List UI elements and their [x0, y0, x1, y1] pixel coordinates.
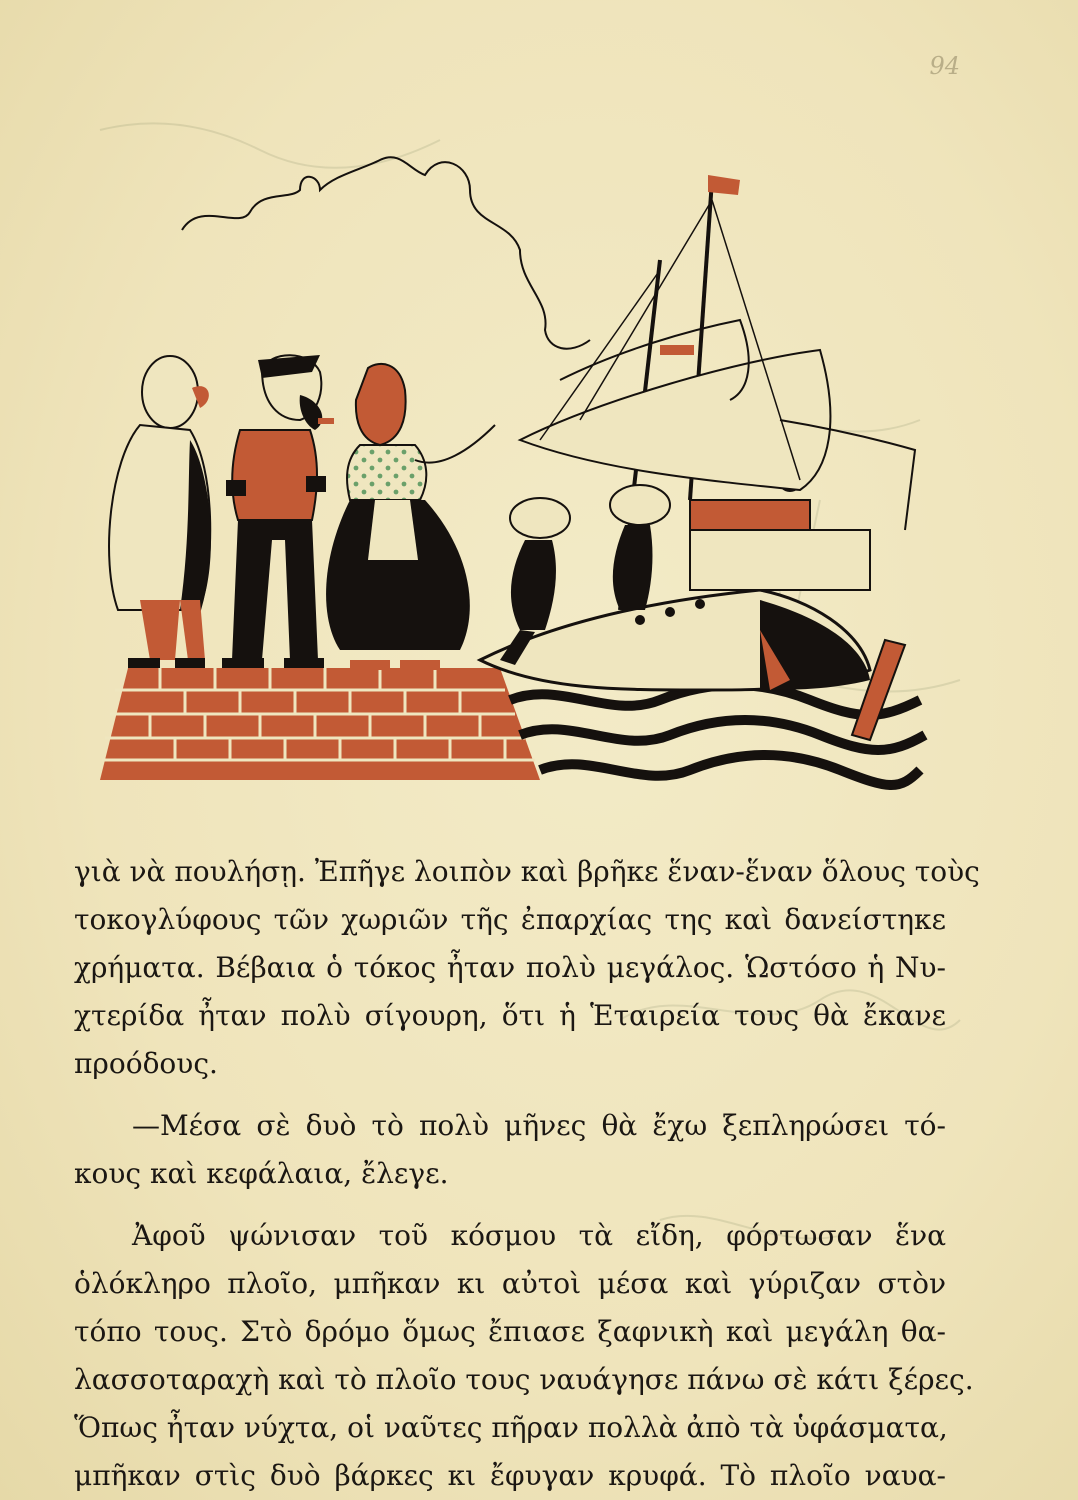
- text-line: κους καὶ κεφάλαια, ἔλεγε.: [74, 1157, 449, 1190]
- text-line: προόδους.: [74, 1047, 218, 1080]
- figure-woman: [326, 364, 495, 670]
- brick-wall: [100, 668, 540, 780]
- cloud-outline: [182, 157, 590, 348]
- text-line: μπῆκαν στὶς δυὸ βάρκες κι ἔφυγαν κρυφά. Τὸ πλοῖο ναυα-: [74, 1459, 946, 1492]
- figure-man-with-pipe: [222, 355, 334, 668]
- text-line: χτερίδα ἦταν πολὺ σίγουρη, ὅτι ἡ Ἑταιρεία τους θὰ ἔκανε: [74, 999, 946, 1032]
- text-line: λασσοταραχὴ καὶ τὸ πλοῖο τους ναυάγησε πάνω σὲ κάτι ξέρες.: [74, 1363, 974, 1396]
- text-line: τόπο τους. Στὸ δρόμο ὅμως ἔπιασε ξαφνικὴ καὶ μεγάλη θα-: [74, 1315, 946, 1348]
- figure-bald-man: [109, 356, 211, 668]
- page-number: 94: [929, 52, 960, 80]
- body-text: [74, 848, 980, 1500]
- text-line: Ἀφοῦ ψώνισαν τοῦ κόσμου τὰ εἴδη, φόρτωσαν ἕνα: [132, 1219, 946, 1252]
- text-line: ὁλόκληρο πλοῖο, μπῆκαν κι αὐτοὶ μέσα καὶ γύριζαν στὸν: [74, 1267, 946, 1300]
- text-line: τοκογλύφους τῶν χωριῶν τῆς ἐπαρχίας της καὶ δανείστηκε: [74, 903, 946, 936]
- text-line: Ὅπως ἦταν νύχτα, οἱ ναῦτες πῆραν πολλὰ ἀπὸ τὰ ὑφάσματα,: [74, 1411, 948, 1444]
- text-line: χρήματα. Βέβαια ὁ τόκος ἦταν πολὺ μεγάλος. Ὡστόσο ἡ Νυ-: [74, 951, 946, 984]
- text-line: —Μέσα σὲ δυὸ τὸ πολὺ μῆνες θὰ ἔχω ξεπληρώσει τό-: [132, 1109, 946, 1142]
- text-line: γιὰ νὰ πουλήσῃ. Ἐπῆγε λοιπὸν καὶ βρῆκε ἕναν-ἕναν ὅλους τοὺς: [74, 855, 980, 888]
